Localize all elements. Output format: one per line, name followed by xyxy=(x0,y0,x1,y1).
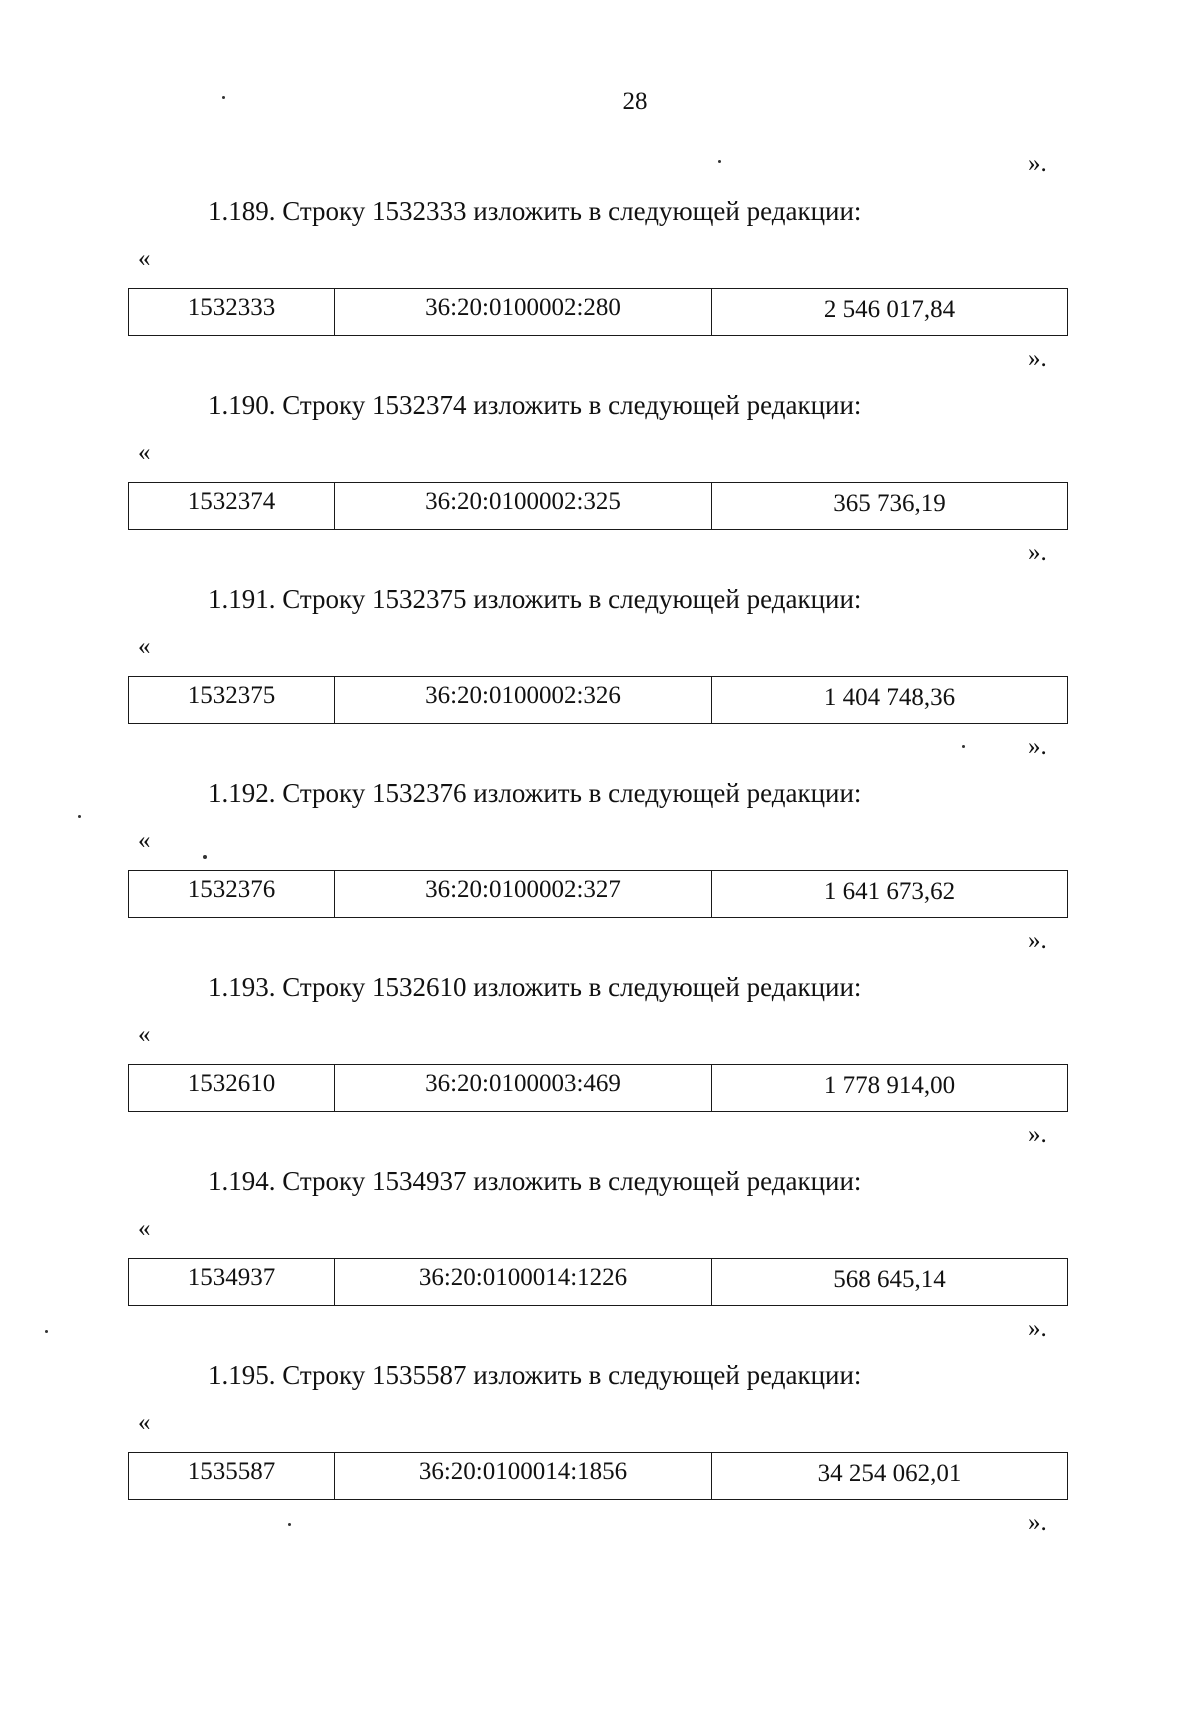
amendment-heading: 1.191. Строку 1532375 изложить в следующей редакции: xyxy=(208,584,862,614)
row-code-cell: 1532333 xyxy=(187,294,276,321)
row-code-cell: 1532376 xyxy=(187,876,276,903)
closing-quote: ». xyxy=(1028,539,1047,566)
row-code-cell: 1534937 xyxy=(187,1264,276,1291)
amendment-heading: 1.194. Строку 1534937 изложить в следующей редакции: xyxy=(208,1166,862,1196)
opening-quote: « xyxy=(138,1409,151,1436)
cadastral-number-cell: 36:20:0100002:326 xyxy=(334,677,711,723)
closing-quote: ». xyxy=(1028,1509,1047,1536)
opening-quote: « xyxy=(138,1021,151,1048)
table-row xyxy=(128,482,1068,530)
table-row xyxy=(128,1064,1068,1112)
closing-quote: ». xyxy=(1028,1315,1047,1342)
amendment-heading: 1.190. Строку 1532374 изложить в следующей редакции: xyxy=(208,390,862,420)
cadastral-number-cell: 36:20:0100002:327 xyxy=(334,871,711,917)
row-code-cell: 1532610 xyxy=(187,1070,276,1097)
amendment-heading: 1.192. Строку 1532376 изложить в следующей редакции: xyxy=(208,778,862,808)
page-number: 28 xyxy=(622,88,648,115)
amount-cell: 1 778 914,00 xyxy=(711,1065,1067,1111)
cadastral-number-cell: 36:20:0100002:325 xyxy=(334,483,711,529)
table-row xyxy=(128,1452,1068,1500)
row-code-cell: 1532374 xyxy=(187,488,276,515)
opening-quote: « xyxy=(138,1215,151,1242)
closing-quote: ». xyxy=(1028,733,1047,760)
table-row xyxy=(128,676,1068,724)
closing-quote: ». xyxy=(1028,150,1047,177)
amount-cell: 2 546 017,84 xyxy=(711,289,1067,335)
row-code-cell: 1535587 xyxy=(187,1458,276,1485)
amendment-heading: 1.195. Строку 1535587 изложить в следующей редакции: xyxy=(208,1360,862,1390)
table-row xyxy=(128,1258,1068,1306)
amount-cell: 1 404 748,36 xyxy=(711,677,1067,723)
closing-quote: ». xyxy=(1028,345,1047,372)
amount-cell: 365 736,19 xyxy=(711,483,1067,529)
opening-quote: « xyxy=(138,827,151,854)
amount-cell: 1 641 673,62 xyxy=(711,871,1067,917)
opening-quote: « xyxy=(138,633,151,660)
row-code-cell: 1532375 xyxy=(187,682,276,709)
cadastral-number-cell: 36:20:0100003:469 xyxy=(334,1065,711,1111)
amount-cell: 34 254 062,01 xyxy=(711,1453,1067,1499)
closing-quote: ». xyxy=(1028,1121,1047,1148)
table-row xyxy=(128,870,1068,918)
cadastral-number-cell: 36:20:0100002:280 xyxy=(334,289,711,335)
opening-quote: « xyxy=(138,245,151,272)
amendment-heading: 1.193. Строку 1532610 изложить в следующей редакции: xyxy=(208,972,862,1002)
amount-cell: 568 645,14 xyxy=(711,1259,1067,1305)
amendment-heading: 1.189. Строку 1532333 изложить в следующей редакции: xyxy=(208,196,862,226)
closing-quote: ». xyxy=(1028,927,1047,954)
cadastral-number-cell: 36:20:0100014:1856 xyxy=(334,1453,711,1499)
opening-quote: « xyxy=(138,439,151,466)
table-row xyxy=(128,288,1068,336)
cadastral-number-cell: 36:20:0100014:1226 xyxy=(334,1259,711,1305)
